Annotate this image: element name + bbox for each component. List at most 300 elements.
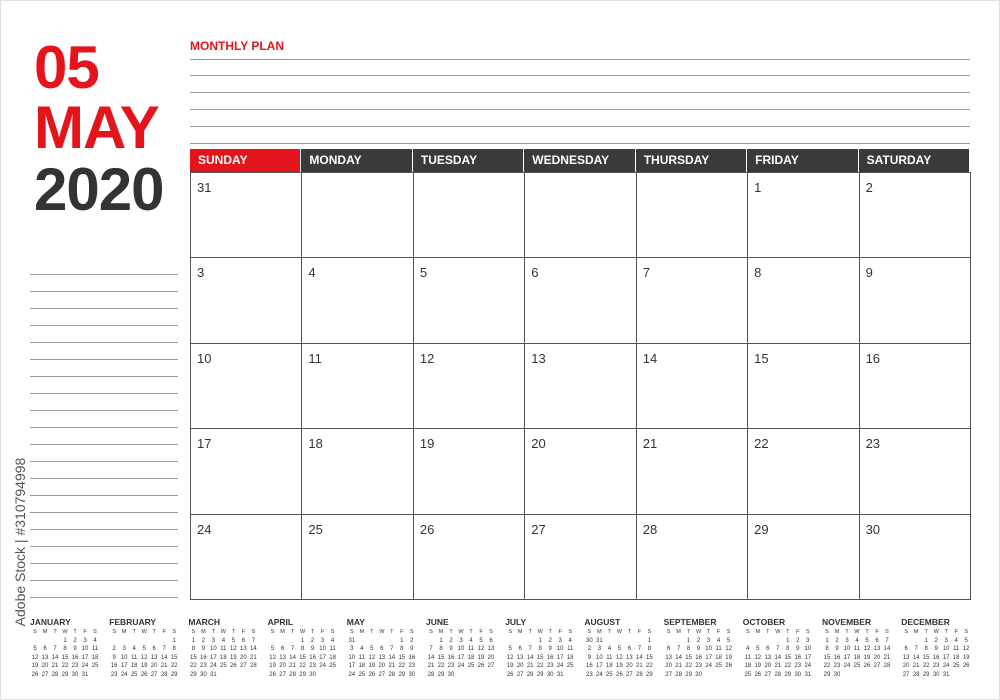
mini-day: 11 (606, 654, 613, 661)
weekday-sunday: SUNDAY (190, 149, 301, 172)
mini-weekday-letter: T (231, 629, 236, 635)
mini-day (911, 637, 921, 646)
mini-day: 26 (477, 663, 485, 670)
mini-day: 25 (566, 663, 574, 670)
mini-day: 16 (110, 663, 118, 670)
mini-weekday-letter: S (568, 629, 573, 635)
mini-day: 22 (170, 663, 178, 670)
mini-day: 19 (230, 654, 237, 661)
mini-day: 23 (200, 663, 207, 670)
mini-day: 28 (289, 671, 296, 678)
mini-day (852, 671, 862, 680)
mini-day: 6 (280, 646, 285, 653)
mini-week-row (505, 671, 575, 680)
mini-day (238, 671, 248, 680)
mini-day: 2 (201, 637, 206, 644)
mini-day: 22 (823, 663, 831, 670)
mini-day: 1 (825, 637, 829, 644)
mini-weekday-letter: T (786, 629, 790, 635)
mini-day: 12 (140, 654, 148, 661)
mini-day (714, 671, 724, 680)
mini-day: 23 (110, 671, 118, 678)
mini-day: 12 (230, 646, 237, 653)
mini-month-name: APRIL (267, 617, 294, 627)
mini-weekday-letter: M (121, 629, 127, 635)
day-cell[interactable] (747, 343, 859, 429)
mini-day: 5 (964, 637, 968, 644)
mini-day: 4 (330, 637, 335, 644)
mini-day: 30 (586, 637, 593, 644)
mini-week-row (109, 637, 179, 646)
mini-day (773, 637, 783, 646)
mini-day: 30 (833, 671, 841, 678)
mini-day: 30 (200, 671, 207, 678)
mini-day (872, 671, 882, 680)
mini-day: 2 (587, 646, 592, 653)
mini-weekday-letter: T (469, 629, 473, 635)
mini-day: 9 (587, 654, 592, 661)
mini-day: 27 (873, 663, 881, 670)
mini-day (704, 671, 714, 680)
mini-day: 1 (63, 637, 67, 644)
mini-day (129, 637, 139, 646)
mini-day: 9 (548, 646, 552, 653)
mini-week-row (426, 671, 496, 680)
mini-day: 20 (873, 654, 881, 661)
weekday-header (190, 149, 970, 172)
mini-day: 3 (944, 637, 948, 644)
mini-day: 20 (487, 654, 495, 661)
mini-day: 8 (439, 646, 443, 653)
mini-day: 31 (942, 671, 950, 678)
mini-month-name: AUGUST (584, 617, 621, 627)
mini-day: 11 (715, 646, 722, 653)
mini-day: 14 (51, 654, 59, 661)
mini-week-row (426, 637, 496, 646)
mini-day: 20 (764, 663, 772, 670)
day-cell[interactable] (190, 343, 302, 429)
mini-day: 19 (962, 654, 970, 661)
mini-weekday-letter: T (211, 629, 216, 635)
mini-day: 24 (556, 663, 564, 670)
mini-day: 5 (726, 637, 731, 644)
note-line (30, 258, 178, 275)
mini-day: 5 (231, 637, 236, 644)
mini-day: 25 (952, 663, 960, 670)
day-cell[interactable] (747, 428, 859, 514)
mini-weekday-letter: F (637, 629, 642, 635)
mini-day: 11 (744, 654, 751, 661)
mini-day: 13 (764, 654, 772, 661)
mini-day: 11 (467, 646, 475, 653)
mini-day: 15 (398, 654, 406, 661)
mini-day: 26 (506, 671, 514, 678)
mini-day: 8 (647, 646, 652, 653)
day-cell[interactable] (413, 172, 525, 258)
mini-day: 4 (716, 637, 721, 644)
mini-day (486, 671, 496, 680)
mini-month-name: SEPTEMBER (663, 617, 717, 627)
mini-day (90, 671, 100, 680)
mini-weekday-letter: S (726, 629, 731, 635)
mini-day: 30 (932, 671, 940, 678)
day-number: 14 (642, 350, 658, 366)
mini-day: 9 (201, 646, 206, 653)
mini-day: 20 (665, 663, 672, 670)
mini-day: 29 (784, 671, 792, 678)
mini-day (634, 637, 644, 646)
mini-day: 8 (172, 646, 176, 653)
mini-weekday-letter: T (370, 629, 374, 635)
mini-weekday-letter: S (172, 629, 177, 635)
mini-weekday-letter: F (162, 629, 166, 635)
note-line (30, 326, 178, 343)
note-line (30, 564, 178, 581)
mini-day (40, 637, 50, 646)
mini-weekday-letter: F (954, 629, 958, 635)
mini-weekday-letter: S (93, 629, 97, 635)
plan-line (190, 127, 970, 144)
day-cell[interactable] (747, 257, 859, 343)
mini-day: 12 (754, 654, 762, 661)
day-cell[interactable] (524, 343, 636, 429)
note-line (30, 275, 178, 292)
day-cell[interactable] (636, 343, 748, 429)
mini-day: 24 (804, 663, 812, 670)
mini-day: 25 (130, 671, 138, 678)
mini-day: 6 (152, 646, 156, 653)
day-cell[interactable] (190, 257, 302, 343)
mini-day: 7 (251, 637, 256, 644)
mini-day: 7 (637, 646, 642, 653)
mini-day: 23 (309, 663, 316, 670)
day-cell[interactable] (636, 514, 748, 600)
mini-day: 5 (617, 646, 622, 653)
mini-weekday-letter: T (766, 629, 770, 635)
mini-day: 26 (725, 663, 732, 670)
mini-week-row (743, 645, 813, 654)
mini-day (149, 637, 159, 646)
mini-day: 22 (398, 663, 406, 670)
mini-week-row (901, 645, 971, 654)
mini-day: 29 (437, 671, 445, 678)
mini-weekday-letter: W (220, 629, 226, 635)
mini-day: 31 (210, 671, 217, 678)
mini-day (456, 671, 466, 680)
day-cell[interactable] (524, 514, 636, 600)
mini-weekday-letter: M (676, 629, 681, 635)
mini-day: 30 (794, 671, 802, 678)
day-cell[interactable] (301, 172, 413, 258)
mini-day: 26 (863, 663, 871, 670)
day-cell[interactable] (636, 172, 748, 258)
day-cell[interactable] (301, 343, 413, 429)
mini-day: 21 (250, 654, 257, 661)
mini-day: 16 (586, 663, 593, 670)
mini-weekday-letter: W (458, 629, 464, 635)
mini-day: 18 (744, 663, 752, 670)
mini-month-name: MARCH (188, 617, 221, 627)
mini-day: 17 (596, 663, 603, 670)
mini-week-row (822, 645, 892, 654)
mini-day: 10 (843, 646, 851, 653)
mini-day: 1 (686, 637, 691, 644)
mini-day: 7 (914, 646, 918, 653)
mini-day: 25 (853, 663, 861, 670)
mini-day: 28 (250, 663, 257, 670)
mini-day: 6 (875, 637, 879, 644)
mini-day: 14 (912, 654, 920, 661)
mini-day (604, 637, 614, 646)
mini-day: 19 (506, 663, 514, 670)
mini-day: 5 (270, 646, 275, 653)
mini-day: 17 (843, 654, 851, 661)
day-cell[interactable] (413, 257, 525, 343)
mini-day: 22 (299, 663, 306, 670)
mini-calendar-june (426, 617, 496, 680)
day-number: 30 (865, 521, 881, 537)
mini-day: 17 (556, 654, 564, 661)
mini-day: 15 (61, 654, 69, 661)
mini-day: 21 (675, 663, 682, 670)
mini-day: 1 (786, 637, 790, 644)
mini-day: 4 (568, 637, 572, 644)
day-number: 20 (531, 436, 546, 452)
mini-day: 25 (744, 671, 752, 678)
day-cell[interactable] (859, 257, 971, 343)
day-cell[interactable] (636, 257, 748, 343)
mini-weekday-letter: M (280, 629, 285, 635)
mini-day (357, 637, 367, 646)
day-number: 10 (197, 350, 212, 366)
mini-weekday-letter: T (706, 629, 711, 635)
mini-week-row (268, 637, 338, 646)
mini-week-row (426, 645, 496, 654)
day-number: 3 (197, 265, 205, 281)
mini-week-row (584, 662, 654, 671)
mini-day: 10 (556, 646, 564, 653)
mini-day (228, 671, 238, 680)
day-cell[interactable] (524, 257, 636, 343)
mini-day: 12 (269, 654, 276, 661)
mini-day: 14 (160, 654, 168, 661)
mini-day: 11 (953, 646, 960, 653)
mini-day: 16 (200, 654, 207, 661)
mini-week-row (822, 654, 892, 663)
mini-day (664, 637, 674, 646)
mini-weekday-letter: M (438, 629, 444, 635)
mini-weekday-letter: W (537, 629, 543, 635)
day-cell[interactable] (190, 514, 302, 600)
mini-week-row (188, 662, 258, 671)
mini-day: 11 (220, 646, 227, 653)
mini-week-row (822, 671, 892, 680)
note-line (30, 513, 178, 530)
mini-day: 8 (63, 646, 67, 653)
mini-day: 28 (912, 671, 920, 678)
day-cell[interactable] (747, 172, 859, 258)
mini-day: 14 (427, 654, 435, 661)
day-number: 29 (754, 521, 769, 537)
day-cell[interactable] (190, 172, 302, 258)
mini-day: 14 (526, 654, 534, 661)
mini-day: 4 (93, 637, 97, 644)
mini-week-row (30, 645, 100, 654)
mini-day: 10 (942, 646, 950, 653)
day-cell[interactable] (859, 343, 971, 429)
mini-day: 26 (230, 663, 237, 670)
mini-day: 22 (190, 663, 197, 670)
day-cell[interactable] (524, 428, 636, 514)
mini-day (109, 637, 119, 646)
mini-day: 15 (784, 654, 792, 661)
mini-day (862, 671, 872, 680)
mini-week-row (188, 671, 258, 680)
day-number: 4 (308, 265, 316, 281)
day-number: 7 (642, 265, 650, 281)
mini-day: 29 (299, 671, 306, 678)
mini-day: 24 (81, 663, 89, 670)
mini-day (882, 671, 892, 680)
note-line (30, 462, 178, 479)
mini-day: 15 (536, 654, 544, 661)
day-number: 9 (865, 265, 873, 281)
mini-week-row (30, 662, 100, 671)
plan-line (190, 110, 970, 127)
day-cell[interactable] (413, 343, 525, 429)
mini-day (426, 637, 436, 646)
mini-day: 30 (447, 671, 455, 678)
weekday-friday: FRIDAY (747, 149, 858, 172)
mini-calendar-august (584, 617, 654, 680)
mini-day: 27 (902, 671, 910, 678)
day-cell[interactable] (301, 514, 413, 600)
calendar-grid (190, 149, 970, 600)
mini-day: 12 (477, 646, 485, 653)
day-number: 25 (308, 521, 323, 537)
day-cell[interactable] (636, 428, 748, 514)
day-cell[interactable] (859, 428, 971, 514)
weekday-monday: MONDAY (301, 149, 412, 172)
mini-day: 24 (120, 671, 128, 678)
mini-month-name: OCTOBER (742, 617, 786, 627)
mini-day: 30 (309, 671, 316, 678)
mini-day: 13 (626, 654, 633, 661)
mini-day: 8 (191, 646, 196, 653)
mini-week-row (109, 662, 179, 671)
mini-day: 30 (408, 671, 416, 678)
mini-day (328, 671, 338, 680)
mini-week-row (347, 671, 417, 680)
mini-day: 10 (804, 646, 812, 653)
mini-day: 26 (269, 671, 276, 678)
mini-weekday-letter: S (964, 629, 969, 635)
mini-day: 16 (408, 654, 416, 661)
mini-day: 27 (487, 663, 495, 670)
mini-day: 17 (705, 654, 712, 661)
mini-calendar-november (822, 617, 892, 680)
mini-day: 18 (715, 654, 722, 661)
mini-weekday-letter: F (83, 629, 87, 635)
mini-day: 13 (665, 654, 672, 661)
day-cell[interactable] (747, 514, 859, 600)
day-number: 18 (308, 436, 323, 452)
mini-day: 2 (449, 637, 453, 644)
mini-day (218, 671, 228, 680)
day-cell[interactable] (190, 428, 302, 514)
mini-weekday-letter: T (132, 629, 136, 635)
mini-day: 11 (358, 654, 365, 661)
mini-day: 9 (696, 646, 701, 653)
mini-week-row (664, 645, 734, 654)
mini-day: 10 (319, 646, 326, 653)
mini-month-name: MAY (346, 617, 365, 627)
note-line (30, 496, 178, 513)
mini-day: 3 (845, 637, 849, 644)
mini-day: 7 (290, 646, 295, 653)
mini-day: 24 (319, 663, 326, 670)
mini-calendar-may (347, 617, 417, 680)
mini-day: 18 (91, 654, 99, 661)
day-cell[interactable] (301, 257, 413, 343)
mini-day: 8 (538, 646, 542, 653)
mini-week-row (505, 654, 575, 663)
mini-day: 1 (400, 637, 404, 644)
mini-day: 27 (516, 671, 524, 678)
day-cell[interactable] (413, 428, 525, 514)
day-number: 27 (531, 521, 546, 537)
mini-week-row (188, 654, 258, 663)
mini-day: 19 (477, 654, 485, 661)
weekday-thursday: THURSDAY (636, 149, 747, 172)
day-cell[interactable] (301, 428, 413, 514)
mini-day: 17 (804, 654, 812, 661)
mini-day: 4 (469, 637, 473, 644)
mini-day: 31 (556, 671, 564, 678)
mini-day: 6 (489, 637, 493, 644)
day-cell[interactable] (524, 172, 636, 258)
mini-day: 3 (320, 637, 325, 644)
mini-day: 17 (942, 654, 950, 661)
mini-day: 1 (439, 637, 443, 644)
note-line (30, 292, 178, 309)
mini-weekday-letter: F (796, 629, 800, 635)
mini-day: 8 (400, 646, 404, 653)
mini-day: 31 (596, 637, 603, 644)
mini-day: 7 (776, 646, 780, 653)
mini-day: 20 (902, 663, 910, 670)
mini-day: 18 (220, 654, 227, 661)
mini-day (50, 637, 60, 646)
mini-day: 27 (279, 671, 286, 678)
mini-week-row (584, 637, 654, 646)
mini-week-row (347, 637, 417, 646)
mini-week-row (426, 662, 496, 671)
mini-day: 10 (210, 646, 217, 653)
mini-day: 10 (705, 646, 712, 653)
day-cell[interactable] (859, 172, 971, 258)
mini-day (377, 637, 387, 646)
mini-day (30, 637, 40, 646)
mini-day: 9 (934, 646, 938, 653)
mini-day: 11 (567, 646, 574, 653)
mini-day: 9 (796, 646, 800, 653)
day-cell[interactable] (859, 514, 971, 600)
mini-day: 7 (390, 646, 394, 653)
mini-day: 26 (754, 671, 762, 678)
mini-weekday-letter: F (558, 629, 562, 635)
day-cell[interactable] (413, 514, 525, 600)
